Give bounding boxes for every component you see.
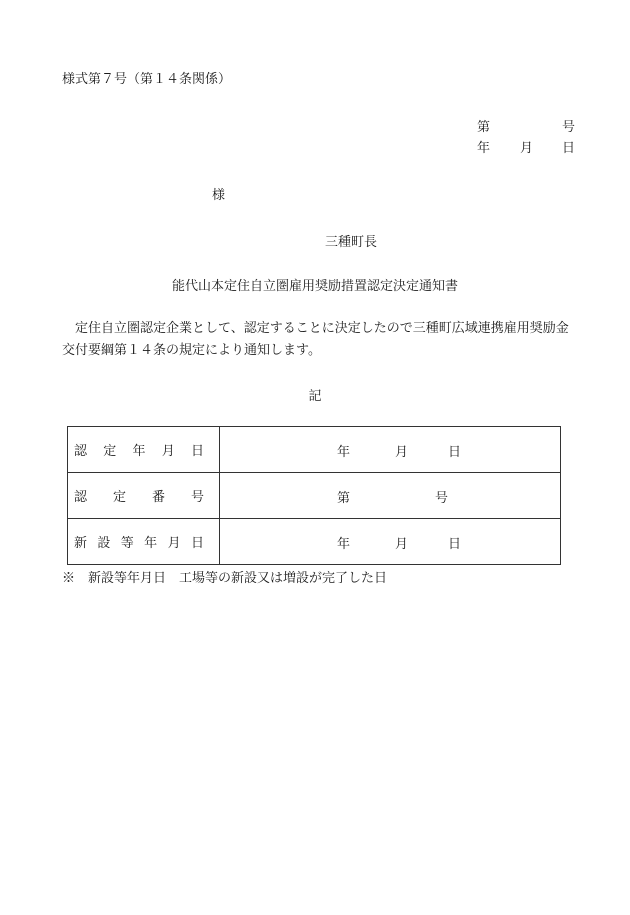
issue-date-year: 年 [477, 141, 491, 156]
document-number-suffix: 号 [562, 120, 576, 135]
row-label [68, 473, 220, 519]
document-title: 能代山本定住自立圏雇用奨励措置認定決定通知書 [171, 279, 458, 294]
label-char: 月 [167, 536, 181, 551]
label-char: 新 [74, 536, 88, 551]
footnote: ※ 新設等年月日 工場等の新設又は増設が完了した日 [62, 571, 388, 586]
ki-heading: 記 [308, 389, 322, 404]
value-year: 年 [337, 445, 351, 460]
recipient-suffix: 様 [212, 188, 226, 203]
value-day: 日 [448, 445, 462, 460]
label-char: 号 [190, 490, 204, 505]
table-row-new-establishment-date [68, 519, 561, 565]
issue-date-day: 日 [562, 141, 576, 156]
label-char: 日 [190, 536, 204, 551]
row-label [68, 519, 220, 565]
label-char: 日 [190, 444, 204, 459]
value-month: 月 [395, 537, 409, 552]
label-char: 認 [74, 490, 88, 505]
value-year: 年 [337, 537, 351, 552]
row-value [220, 427, 561, 473]
row-label [68, 427, 220, 473]
label-char: 年 [132, 444, 146, 459]
label-char: 番 [151, 490, 165, 505]
label-char: 月 [161, 444, 175, 459]
info-table [67, 426, 561, 565]
label-char: 等 [120, 536, 134, 551]
label-char: 年 [144, 536, 158, 551]
row-value [220, 473, 561, 519]
label-char: 設 [97, 536, 111, 551]
label-char: 定 [112, 490, 126, 505]
label-char: 認 [74, 444, 88, 459]
issuer-name: 三種町長 [325, 235, 378, 250]
document-number-prefix: 第 [477, 120, 491, 135]
label-char: 定 [103, 444, 117, 459]
value-month: 月 [395, 445, 409, 460]
value-number-suffix: 号 [435, 491, 449, 506]
form-number-label: 様式第７号（第１４条関係） [62, 72, 232, 87]
row-value [220, 519, 561, 565]
issue-date-month: 月 [520, 141, 534, 156]
table-row-certification-number [68, 473, 561, 519]
value-day: 日 [448, 537, 462, 552]
table-row-certification-date [68, 427, 561, 473]
body-paragraph: 定住自立圏認定企業として、認定することに決定したので三種町広域連携雇用奨励金交付要綱第１４条の規定により通知します。 [62, 321, 569, 358]
value-number-prefix: 第 [337, 491, 351, 506]
